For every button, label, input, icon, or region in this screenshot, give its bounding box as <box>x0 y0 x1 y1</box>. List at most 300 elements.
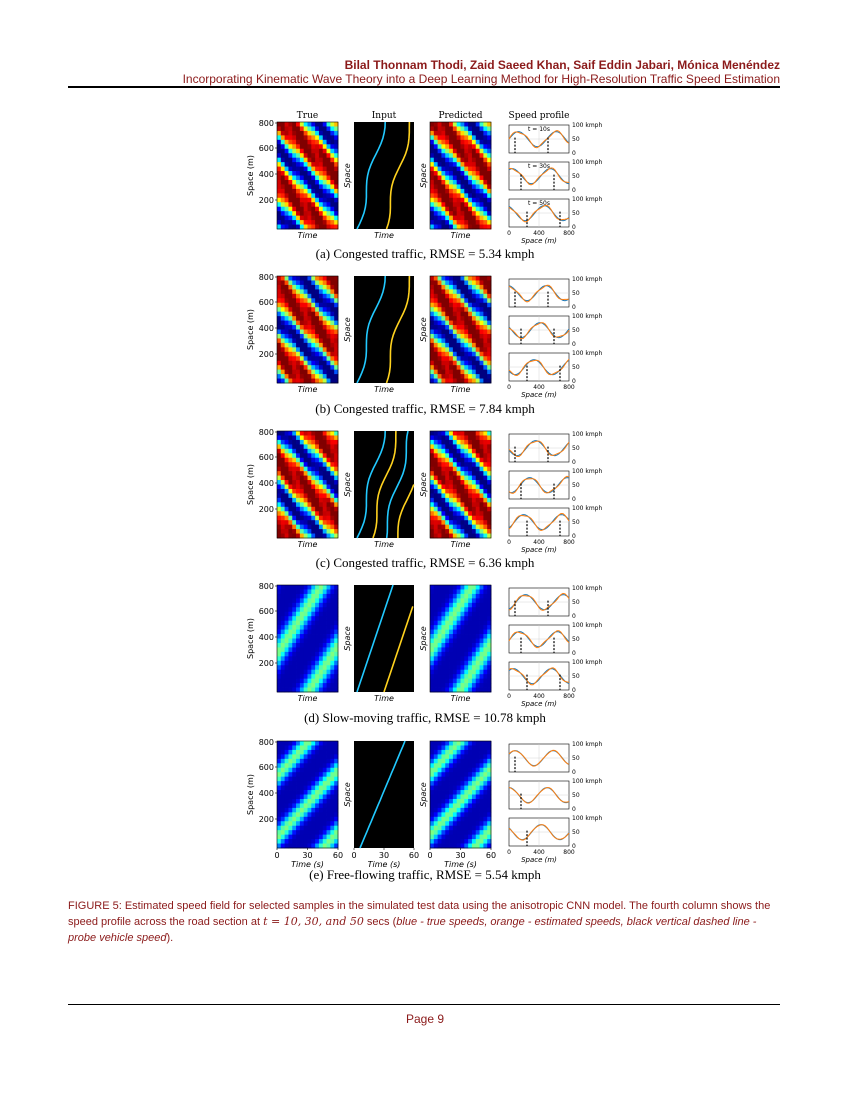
heatmap-cell <box>445 585 449 590</box>
heatmap-cell <box>292 603 296 608</box>
heatmap-cell <box>480 844 484 849</box>
heatmap-cell <box>296 334 300 339</box>
heatmap-cell <box>285 665 289 670</box>
heatmap-cell <box>468 821 472 826</box>
heatmap-cell <box>315 607 319 612</box>
heatmap-cell <box>327 453 331 458</box>
heatmap-cell <box>461 826 465 831</box>
heatmap-cell <box>453 370 457 375</box>
heatmap-cell <box>327 585 331 590</box>
heatmap-cell <box>445 453 449 458</box>
heatmap-cell <box>296 674 300 679</box>
heatmap-cell <box>285 745 289 750</box>
heatmap-cell <box>288 435 292 440</box>
profile-y-tick-label: 50 <box>572 327 580 334</box>
heatmap-cell <box>323 639 327 644</box>
heatmap-cell <box>323 826 327 831</box>
heatmap-cell <box>449 476 453 481</box>
heatmap-cell <box>277 830 281 835</box>
time-axis-label: Time <box>297 385 318 394</box>
heatmap-cell <box>288 211 292 216</box>
heatmap-cell <box>288 298 292 303</box>
heatmap-cell <box>330 307 334 312</box>
heatmap-cell <box>476 140 480 145</box>
heatmap-cell <box>308 307 312 312</box>
heatmap-cell <box>468 616 472 621</box>
heatmap-cell <box>319 603 323 608</box>
heatmap-cell <box>323 621 327 626</box>
heatmap-cell <box>480 674 484 679</box>
x-tick-label: 60 <box>332 851 344 860</box>
heatmap-cell <box>430 674 434 679</box>
heatmap-true <box>277 276 338 383</box>
heatmap-cell <box>461 534 465 539</box>
heatmap-cell <box>327 790 331 795</box>
heatmap-cell <box>330 826 334 831</box>
heatmap-true <box>277 431 338 538</box>
heatmap-cell <box>438 338 442 343</box>
heatmap-cell <box>292 149 296 154</box>
heatmap-cell <box>472 688 476 693</box>
heatmap-cell <box>285 520 289 525</box>
heatmap-cell <box>430 594 434 599</box>
heatmap-cell <box>277 768 281 773</box>
heatmap-cell <box>285 379 289 384</box>
heatmap-cell <box>434 312 438 317</box>
heatmap-cell <box>315 198 319 203</box>
heatmap-cell <box>311 198 315 203</box>
profile-x-tick-label: 0 <box>507 384 511 391</box>
heatmap-cell <box>300 225 304 230</box>
heatmap-cell <box>480 435 484 440</box>
heatmap-cell <box>300 772 304 777</box>
heatmap-cell <box>445 338 449 343</box>
heatmap-cell <box>292 289 296 294</box>
heatmap-cell <box>468 493 472 498</box>
heatmap-cell <box>288 639 292 644</box>
heatmap-cell <box>311 343 315 348</box>
heatmap-cell <box>300 781 304 786</box>
profile-x-tick-label: 400 <box>533 693 545 700</box>
heatmap-cell <box>449 643 453 648</box>
heatmap-cell <box>476 670 480 675</box>
heatmap-cell <box>277 449 281 454</box>
figure-row <box>246 111 602 261</box>
heatmap-cell <box>476 280 480 285</box>
heatmap-cell <box>308 458 312 463</box>
heatmap-cell <box>296 216 300 221</box>
heatmap-cell <box>288 144 292 149</box>
heatmap-cell <box>449 621 453 626</box>
heatmap-cell <box>308 176 312 181</box>
heatmap-cell <box>480 598 484 603</box>
heatmap-cell <box>468 374 472 379</box>
heatmap-cell <box>480 498 484 503</box>
heatmap-cell <box>476 207 480 212</box>
heatmap-cell <box>476 781 480 786</box>
heatmap-cell <box>315 534 319 539</box>
heatmap-cell <box>441 520 445 525</box>
heatmap-cell <box>315 180 319 185</box>
heatmap-cell <box>472 511 476 516</box>
heatmap-cell <box>457 808 461 813</box>
heatmap-cell <box>461 176 465 181</box>
heatmap-cell <box>430 844 434 849</box>
heatmap-cell <box>480 507 484 512</box>
heatmap-cell <box>281 839 285 844</box>
heatmap-cell <box>441 647 445 652</box>
heatmap-cell <box>453 458 457 463</box>
heatmap-cell <box>288 525 292 530</box>
heatmap-cell <box>464 325 468 330</box>
heatmap-cell <box>330 184 334 189</box>
heatmap-cell <box>308 220 312 225</box>
heatmap-cell <box>315 679 319 684</box>
heatmap-cell <box>292 683 296 688</box>
heatmap-cell <box>441 325 445 330</box>
heatmap-cell <box>311 603 315 608</box>
heatmap-cell <box>434 534 438 539</box>
heatmap-cell <box>457 171 461 176</box>
heatmap-cell <box>445 153 449 158</box>
heatmap-cell <box>277 440 281 445</box>
heatmap-cell <box>285 507 289 512</box>
heatmap-cell <box>445 754 449 759</box>
heatmap-cell <box>311 630 315 635</box>
heatmap-cell <box>476 688 480 693</box>
heatmap-cell <box>441 176 445 181</box>
heatmap-cell <box>441 338 445 343</box>
heatmap-cell <box>438 520 442 525</box>
heatmap-cell <box>483 171 487 176</box>
heatmap-cell <box>300 144 304 149</box>
profile-y-tick-label: 50 <box>572 290 580 297</box>
heatmap-cell <box>457 312 461 317</box>
heatmap-cell <box>472 144 476 149</box>
heatmap-cell <box>281 812 285 817</box>
heatmap-cell <box>434 444 438 449</box>
heatmap-cell <box>457 338 461 343</box>
heatmap-cell <box>449 670 453 675</box>
heatmap-cell <box>304 140 308 145</box>
heatmap-cell <box>483 790 487 795</box>
heatmap-cell <box>292 449 296 454</box>
heatmap-cell <box>281 516 285 521</box>
heatmap-input <box>354 276 414 383</box>
heatmap-cell <box>296 312 300 317</box>
heatmap-cell <box>285 621 289 626</box>
heatmap-cell <box>285 330 289 335</box>
heatmap-cell <box>327 830 331 835</box>
heatmap-cell <box>308 812 312 817</box>
heatmap-cell <box>308 759 312 764</box>
heatmap-cell <box>319 639 323 644</box>
heatmap-cell <box>461 768 465 773</box>
heatmap-cell <box>472 683 476 688</box>
heatmap-cell <box>327 808 331 813</box>
heatmap-cell <box>277 781 281 786</box>
heatmap-cell <box>281 374 285 379</box>
heatmap-cell <box>327 799 331 804</box>
heatmap-cell <box>292 830 296 835</box>
heatmap-cell <box>457 625 461 630</box>
heatmap-cell <box>461 790 465 795</box>
heatmap-cell <box>476 661 480 666</box>
heatmap-cell <box>323 603 327 608</box>
heatmap-cell <box>445 808 449 813</box>
heatmap-cell <box>304 643 308 648</box>
heatmap-cell <box>453 589 457 594</box>
heatmap-cell <box>281 211 285 216</box>
heatmap-cell <box>319 476 323 481</box>
heatmap-cell <box>464 298 468 303</box>
heatmap-cell <box>441 844 445 849</box>
heatmap-cell <box>461 589 465 594</box>
heatmap-cell <box>449 839 453 844</box>
heatmap-cell <box>296 444 300 449</box>
heatmap-cell <box>330 211 334 216</box>
heatmap-cell <box>434 167 438 172</box>
heatmap-cell <box>457 674 461 679</box>
heatmap-cell <box>441 616 445 621</box>
heatmap-cell <box>464 198 468 203</box>
heatmap-cell <box>319 379 323 384</box>
heatmap-cell <box>292 808 296 813</box>
heatmap-cell <box>330 294 334 299</box>
heatmap-predicted <box>430 741 491 848</box>
heatmap-cell <box>285 453 289 458</box>
heatmap-cell <box>476 476 480 481</box>
heatmap-cell <box>296 298 300 303</box>
heatmap-cell <box>476 365 480 370</box>
heatmap-cell <box>304 216 308 221</box>
heatmap-cell <box>319 347 323 352</box>
heatmap-cell <box>304 817 308 822</box>
heatmap-cell <box>308 603 312 608</box>
heatmap-cell <box>292 444 296 449</box>
heatmap-cell <box>464 585 468 590</box>
heatmap-cell <box>457 598 461 603</box>
heatmap-cell <box>319 630 323 635</box>
heatmap-cell <box>461 435 465 440</box>
heatmap-cell <box>315 431 319 436</box>
heatmap-cell <box>281 207 285 212</box>
heatmap-cell <box>323 347 327 352</box>
heatmap-cell <box>296 198 300 203</box>
heatmap-cell <box>296 303 300 308</box>
heatmap-cell <box>430 462 434 467</box>
heatmap-cell <box>300 325 304 330</box>
heatmap-cell <box>480 334 484 339</box>
heatmap-cell <box>445 312 449 317</box>
heatmap-cell <box>281 307 285 312</box>
heatmap-cell <box>300 307 304 312</box>
y-tick-label: 600 <box>258 453 274 462</box>
heatmap-cell <box>441 356 445 361</box>
heatmap-cell <box>441 534 445 539</box>
heatmap-cell <box>330 498 334 503</box>
heatmap-cell <box>464 171 468 176</box>
heatmap-cell <box>323 126 327 131</box>
heatmap-cell <box>292 189 296 194</box>
heatmap-cell <box>476 652 480 657</box>
heatmap-cell <box>315 207 319 212</box>
heatmap-cell <box>315 294 319 299</box>
heatmap-cell <box>468 768 472 773</box>
heatmap-cell <box>330 126 334 131</box>
heatmap-cell <box>445 158 449 163</box>
heatmap-cell <box>304 334 308 339</box>
heatmap-cell <box>434 803 438 808</box>
heatmap-cell <box>438 639 442 644</box>
heatmap-cell <box>281 280 285 285</box>
heatmap-cell <box>445 343 449 348</box>
heatmap-cell <box>445 786 449 791</box>
heatmap-cell <box>323 330 327 335</box>
y-axis-label: Space (m) <box>246 618 255 659</box>
heatmap-cell <box>430 639 434 644</box>
heatmap-cell <box>472 656 476 661</box>
heatmap-cell <box>430 153 434 158</box>
heatmap-cell <box>323 225 327 230</box>
heatmap-cell <box>457 316 461 321</box>
heatmap-cell <box>453 529 457 534</box>
heatmap-cell <box>445 489 449 494</box>
heatmap-cell <box>468 683 472 688</box>
heatmap-cell <box>480 440 484 445</box>
heatmap-cell <box>445 347 449 352</box>
heatmap-cell <box>300 498 304 503</box>
heatmap-cell <box>281 498 285 503</box>
heatmap-cell <box>464 220 468 225</box>
heatmap-cell <box>483 184 487 189</box>
heatmap-cell <box>441 122 445 127</box>
heatmap-cell <box>308 149 312 154</box>
heatmap-cell <box>285 777 289 782</box>
caption-legend: blue - true speeds, orange - estimated speeds, black vertical dashed line - probe vehicle speed <box>68 916 757 944</box>
heatmap-cell <box>445 534 449 539</box>
heatmap-cell <box>308 202 312 207</box>
heatmap-cell <box>327 603 331 608</box>
heatmap-cell <box>457 772 461 777</box>
heatmap-cell <box>476 347 480 352</box>
heatmap-cell <box>327 193 331 198</box>
heatmap-cell <box>277 467 281 472</box>
heatmap-cell <box>323 316 327 321</box>
y-tick-label: 800 <box>258 119 274 128</box>
heatmap-cell <box>434 616 438 621</box>
heatmap-cell <box>468 520 472 525</box>
heatmap-cell <box>468 607 472 612</box>
heatmap-cell <box>319 511 323 516</box>
heatmap-cell <box>441 665 445 670</box>
heatmap-cell <box>311 370 315 375</box>
heatmap-cell <box>430 679 434 684</box>
figure-row <box>246 273 602 416</box>
heatmap-cell <box>323 634 327 639</box>
heatmap-cell <box>472 135 476 140</box>
heatmap-cell <box>327 612 331 617</box>
heatmap-cell <box>327 652 331 657</box>
heatmap-cell <box>281 790 285 795</box>
profile-x-tick-label: 800 <box>563 539 575 546</box>
heatmap-cell <box>468 516 472 521</box>
heatmap-cell <box>304 176 308 181</box>
heatmap-cell <box>457 325 461 330</box>
heatmap-cell <box>281 343 285 348</box>
heatmap-cell <box>480 781 484 786</box>
heatmap-cell <box>281 630 285 635</box>
heatmap-cell <box>285 821 289 826</box>
heatmap-cell <box>472 370 476 375</box>
heatmap-cell <box>438 516 442 521</box>
heatmap-cell <box>296 431 300 436</box>
heatmap-cell <box>277 180 281 185</box>
heatmap-cell <box>311 285 315 290</box>
heatmap-cell <box>327 153 331 158</box>
heatmap-cell <box>445 634 449 639</box>
heatmap-cell <box>472 126 476 131</box>
heatmap-cell <box>445 167 449 172</box>
heatmap-cell <box>464 312 468 317</box>
heatmap-cell <box>311 379 315 384</box>
heatmap-cell <box>445 643 449 648</box>
heatmap-cell <box>449 674 453 679</box>
time-axis-label: Time <box>374 385 394 394</box>
y-tick-label: 200 <box>258 350 274 359</box>
heatmap-cell <box>323 216 327 221</box>
heatmap-cell <box>438 799 442 804</box>
heatmap-cell <box>483 529 487 534</box>
heatmap-cell <box>464 140 468 145</box>
heatmap-cell <box>461 440 465 445</box>
heatmap-cell <box>445 502 449 507</box>
heatmap-cell <box>315 665 319 670</box>
heatmap-cell <box>430 520 434 525</box>
heatmap-cell <box>330 621 334 626</box>
heatmap-cell <box>476 334 480 339</box>
y-tick-label: 800 <box>258 738 274 747</box>
heatmap-cell <box>464 444 468 449</box>
heatmap-cell <box>296 670 300 675</box>
heatmap-cell <box>315 745 319 750</box>
heatmap-cell <box>327 476 331 481</box>
heatmap-cell <box>472 759 476 764</box>
heatmap-cell <box>300 835 304 840</box>
heatmap-cell <box>281 502 285 507</box>
heatmap-cell <box>304 131 308 136</box>
space-axis-label: Space <box>419 163 428 188</box>
heatmap-cell <box>296 643 300 648</box>
heatmap-cell <box>296 529 300 534</box>
heatmap-cell <box>285 844 289 849</box>
heatmap-cell <box>476 325 480 330</box>
heatmap-cell <box>464 216 468 221</box>
heatmap-cell <box>300 135 304 140</box>
heatmap-cell <box>464 520 468 525</box>
heatmap-cell <box>461 795 465 800</box>
heatmap-cell <box>438 285 442 290</box>
heatmap-cell <box>304 325 308 330</box>
heatmap-cell <box>281 772 285 777</box>
heatmap-cell <box>476 511 480 516</box>
heatmap-cell <box>464 334 468 339</box>
heatmap-cell <box>327 529 331 534</box>
heatmap-cell <box>330 485 334 490</box>
heatmap-cell <box>449 149 453 154</box>
heatmap-cell <box>327 498 331 503</box>
heatmap-cell <box>445 493 449 498</box>
